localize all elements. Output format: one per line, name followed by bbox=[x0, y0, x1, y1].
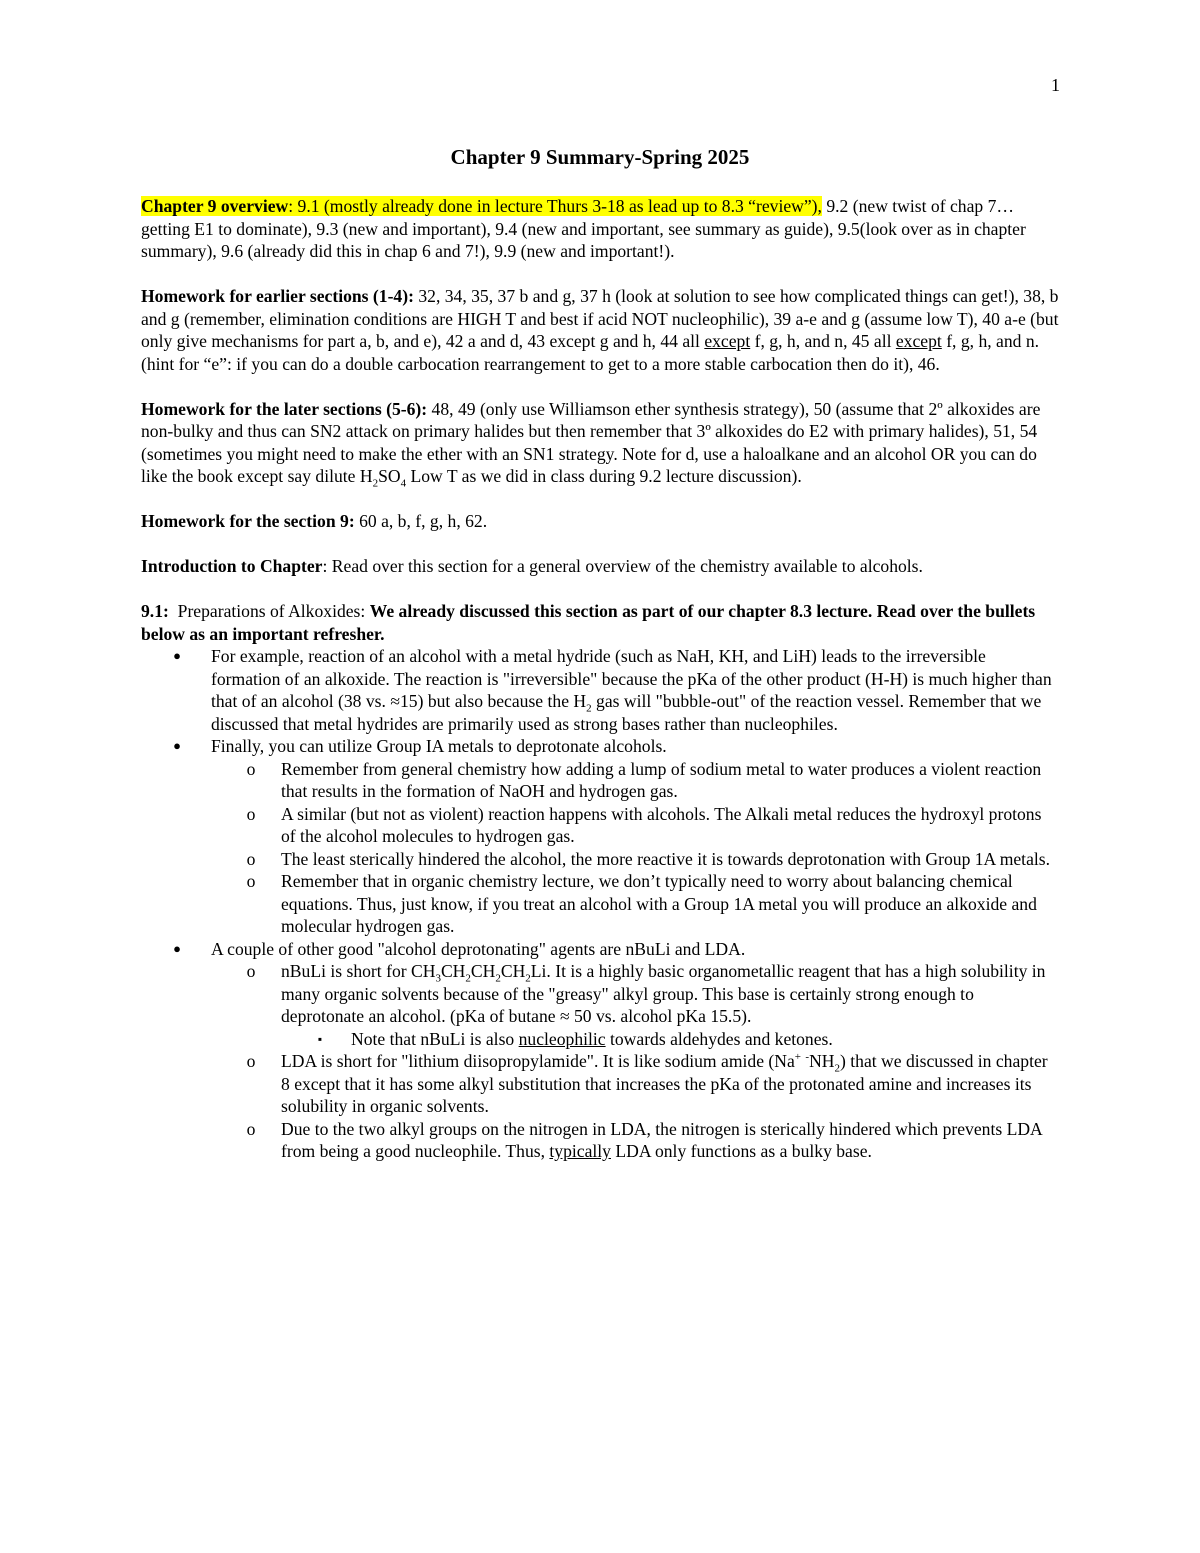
sub-sub-list bbox=[281, 1028, 1059, 1051]
circle-marker: o bbox=[246, 1118, 256, 1139]
homework-section9-paragraph: Homework for the section 9: 60 a, b, f, g, h, 62. bbox=[141, 511, 488, 531]
circle-marker: o bbox=[246, 961, 256, 981]
homework-later-label: Homework for the later sections (5-6): bbox=[141, 398, 428, 419]
homework-earlier-label: Homework for earlier sections (1-4): bbox=[141, 286, 414, 306]
list-item: ▪ Note that nBuLi is also nucleophilic towards aldehydes and ketones. bbox=[281, 1028, 1059, 1051]
list-item: o Remember that in organic chemistry lecture, we don’t typically need to worry about balancing chemical equations. Thus, just know, if you treat an alcohol with a Group 1A metal you will produce an alkoxide and molecular hydrogen gas. bbox=[246, 871, 1037, 936]
bullet-marker: ● bbox=[173, 738, 181, 753]
section-9-1-label: 9.1: bbox=[141, 601, 169, 621]
sub-list bbox=[211, 960, 1059, 1163]
overview-paragraph: Chapter 9 overview: 9.1 (mostly already done in lecture Thurs 3-18 as lead up to 8.3 “review”), 9.2 (new twist of chap 7… getting E1 to dominate), 9.3 (new and important), 9.4 (new and important, see summary as guide), 9.5(look over as in chapter summary), 9.6 (already did this in chap 6 and 7!), 9.9 (new and important!). bbox=[141, 196, 1026, 261]
square-marker: ▪ bbox=[317, 1031, 323, 1046]
section-9-1-heading: 9.1: Preparations of Alkoxides: We already discussed this section as part of our chapter 8.3 lecture. Read over the bullets below as an important refresher. bbox=[141, 601, 1036, 644]
homework-section9-label: Homework for the section 9: bbox=[141, 511, 355, 531]
list-item: ● Finally, you can utilize Group IA metals to deprotonate alcohols. o Remember from general chemistry how adding a lump of sodium metal to water produces a violent reaction that results in the formation of NaOH and hydrogen gas. o A similar (but not as violent) reaction happens with alcohols. The Alkali metal reduces the hydroxyl protons of the alcohol molecules to hydrogen gas. o The least sterically hindered the alcohol, the more reactive it is towards deprotonation with Group 1A metals. o Remember that in organic chemistry lecture, we don’t typically need to worry about balancing chemical equations. Thus, just know, if you treat an alcohol with a Group 1A metal you will produce an alkoxide and molecular hydrogen gas. bbox=[141, 735, 1059, 938]
intro-paragraph: Introduction to Chapter: Read over this section for a general overview of the chemistry available to alcohols. bbox=[141, 556, 923, 576]
circle-marker: o bbox=[246, 848, 256, 869]
section-9-1-bullet-list bbox=[141, 645, 1059, 1163]
overview-highlight: Chapter 9 overview: 9.1 (mostly already done in lecture Thurs 3-18 as lead up to 8.3 “review”), bbox=[141, 196, 822, 216]
list-item: o LDA is short for "lithium diisopropylamide". It is like sodium amide (Na+ $^-NH_2$) that we discussed in chapter 8 except that it has some alkyl substitution that increases the pKa of the protonated amine and increases its solubility in organic solvents. bbox=[246, 1051, 1048, 1116]
sub-list bbox=[211, 758, 1059, 938]
circle-marker: o bbox=[246, 803, 256, 824]
overview-label: Chapter 9 overview bbox=[141, 196, 289, 216]
list-item: o The least sterically hindered the alcohol, the more reactive it is towards deprotonation with Group 1A metals. bbox=[246, 848, 1051, 869]
page-number: 1 bbox=[1051, 75, 1060, 95]
bullet-marker: ● bbox=[173, 648, 181, 663]
list-item: ● For example, reaction of an alcohol with a metal hydride (such as NaH, KH, and LiH) leads to the irreversible formation of an alkoxide. The reaction is "irreversible" because the pKa of the other product (H-H) is much higher than that of an alcohol (38 vs. ≈15) but also because the $H_2$ gas will "bubble-out" of the reaction vessel. Remember that we discussed that metal hydrides are primarily used as strong bases rather than nucleophiles. bbox=[141, 645, 1059, 735]
page-title: Chapter 9 Summary-Spring 2025 bbox=[450, 145, 750, 169]
list-item: ● A couple of other good "alcohol deprotonating" agents are nBuLi and LDA. o nBuLi is short for $CH_3CH_2CH_2CH_2Li$. It is a highly basic organometallic reagent that has a high solubility in many organic solvents because of the "greasy" alkyl group. This base is certainly strong enough to deprotonate an alcohol. (pKa of butane ≈ 50 vs. alcohol pKa 15.5). ▪ Note that nBuLi is also nucleophilic towards aldehydes and ketones. o LDA is short for "lithium diisopropylamide". It is like sodium amide (Na+ $^-NH_2$) that we discussed in chapter 8 except that it has some alkyl substitution that increases the pKa of the protonated amine and increases its solubility in organic solvents. o Due to the two alkyl groups on the nitrogen in LDA, the nitrogen is sterically hindered which prevents LDA from being a good nucleophile. Thus, typically LDA only functions as a bulky base. bbox=[141, 938, 1059, 1163]
list-item: o Due to the two alkyl groups on the nitrogen in LDA, the nitrogen is sterically hindered which prevents LDA from being a good nucleophile. Thus, typically LDA only functions as a bulky base. bbox=[246, 1118, 1042, 1161]
list-item: o A similar (but not as violent) reaction happens with alcohols. The Alkali metal reduces the hydroxyl protons of the alcohol molecules to hydrogen gas. bbox=[246, 803, 1042, 846]
homework-earlier-paragraph: Homework for earlier sections (1-4): 32, 34, 35, 37 b and g, 37 h (look at solution to see how complicated things can get!), 38, b and g (remember, elimination conditions are HIGH T and best if acid NOT nucleophilic), 39 a-e and g (assume low T), 40 a-e (but only give mechanisms for part a, b, and e), 42 a and d, 43 except g and h, 44 all except f, g, h, and n, 45 all except f, g, h, and n.(hint for “e”: if you can do a double carbocation rearrangement to get to a more stable carbocation then do it), 46. bbox=[141, 286, 1059, 374]
homework-later-paragraph: Homework for the later sections (5-6): 48, 49 (only use Williamson ether synthesis strategy), 50 (assume that 2º alkoxides are non-bulky and thus can SN2 attack on primary halides but then remember that 3º alkoxides do E2 with primary halides), 51, 54 (sometimes you might need to make the ether with an SN1 strategy. Note for d, use a haloalkane and an alcohol OR you can do like the book except say dilute $H_2SO_4$ Low T as we did in class during 9.2 lecture discussion). bbox=[141, 398, 1041, 490]
circle-marker: o bbox=[246, 758, 256, 779]
document-body bbox=[141, 195, 1059, 1163]
circle-marker: o bbox=[246, 1051, 256, 1071]
bullet-marker: ● bbox=[173, 940, 181, 956]
list-item: o nBuLi is short for $CH_3CH_2CH_2CH_2Li$. It is a highly basic organometallic reagent that has a high solubility in many organic solvents because of the "greasy" alkyl group. This base is certainly strong enough to deprotonate an alcohol. (pKa of butane ≈ 50 vs. alcohol pKa 15.5). ▪ Note that nBuLi is also nucleophilic towards aldehydes and ketones. bbox=[211, 960, 1059, 1050]
list-item: o Remember from general chemistry how adding a lump of sodium metal to water produces a violent reaction that results in the formation of NaOH and hydrogen gas. bbox=[246, 758, 1042, 801]
circle-marker: o bbox=[246, 871, 256, 891]
intro-label: Introduction to Chapter bbox=[141, 556, 323, 576]
